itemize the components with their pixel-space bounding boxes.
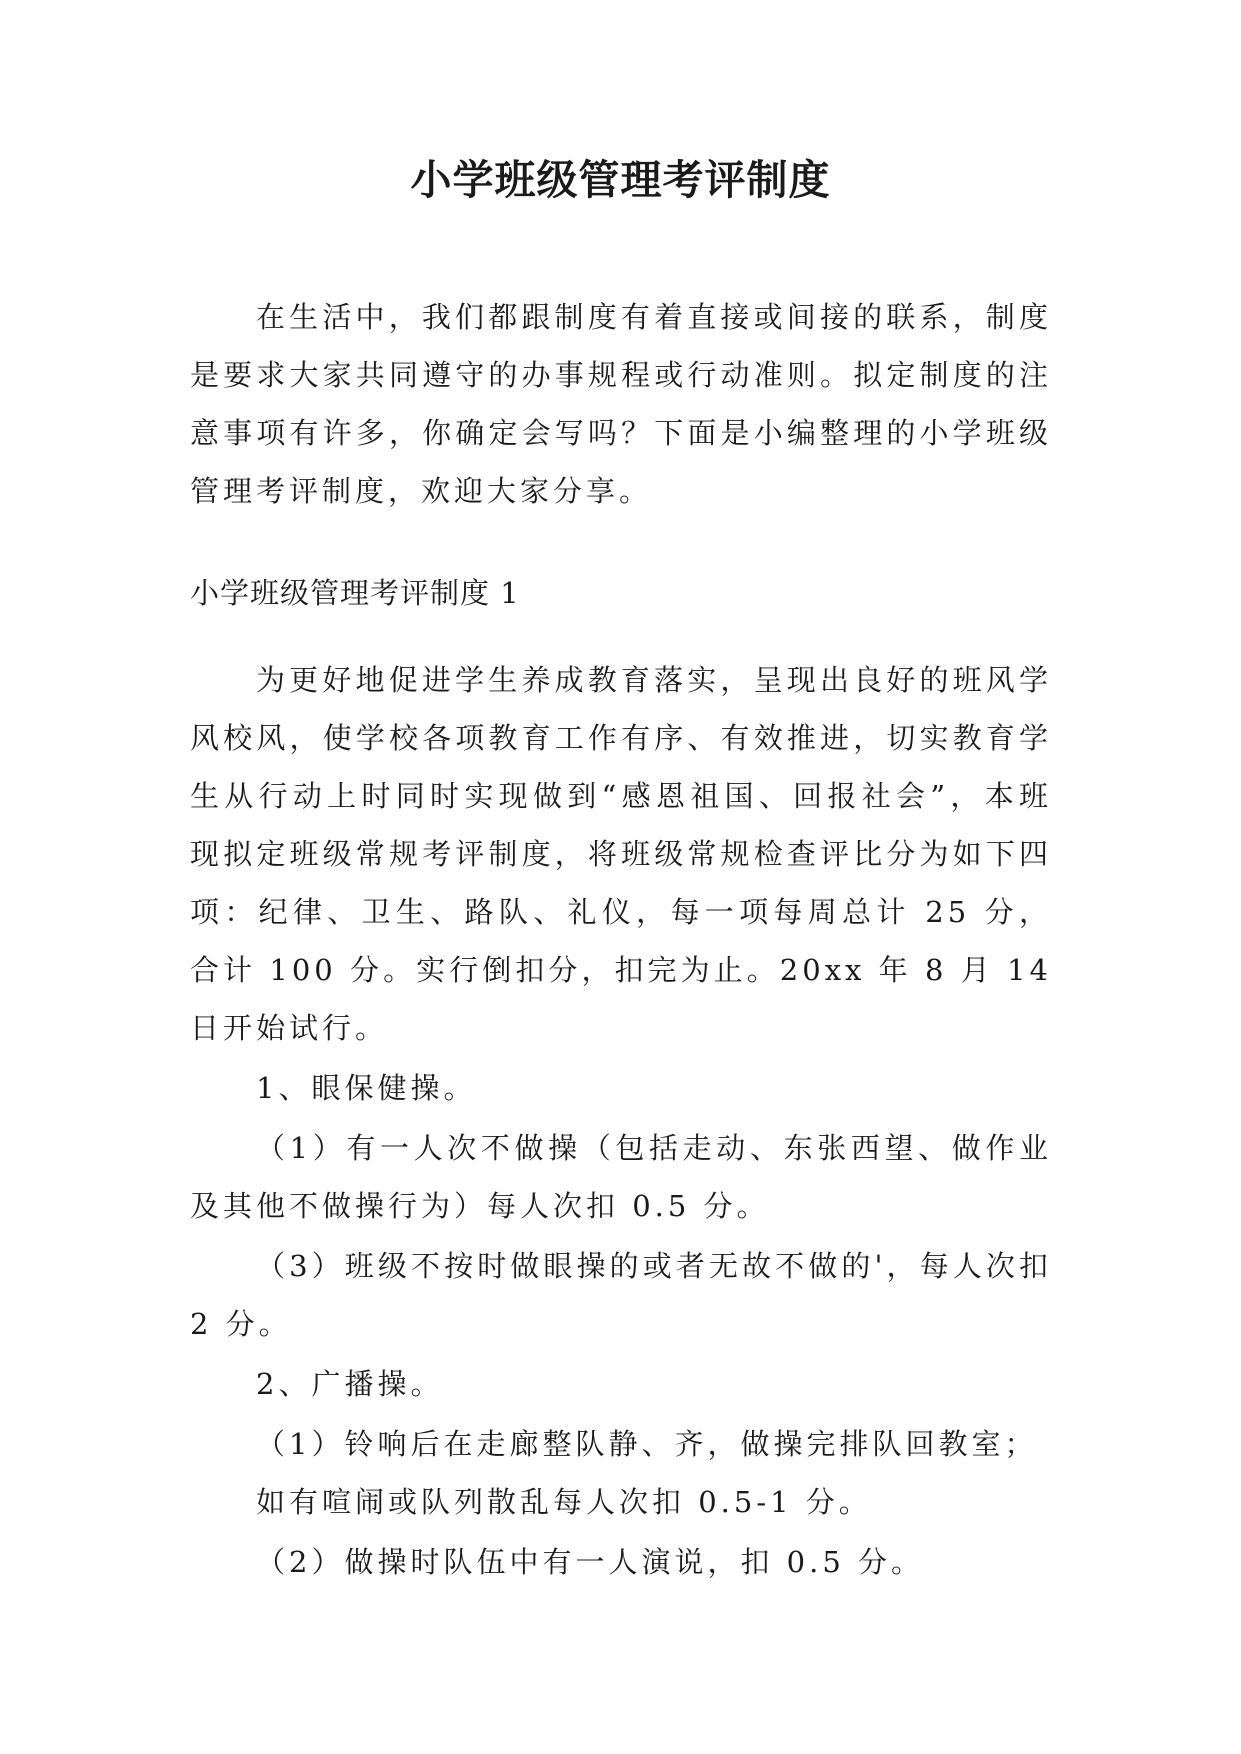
item-rule-continuation: 如有喧闹或队列散乱每人次扣 0.5-1 分。 <box>256 1485 872 1519</box>
item-rule: （1）铃响后在走廊整队静、齐，做操完排队回教室； <box>256 1427 1038 1461</box>
item-rule: （1）有一人次不做操（包括走动、东张西望、做作业及其他不做操行为）每人次扣 0.5 分。 <box>190 1131 1052 1223</box>
section-title: 小学班级管理考评制度 1 <box>190 576 520 610</box>
document-body <box>190 288 1052 1591</box>
document-title: 小学班级管理考评制度 <box>410 156 831 204</box>
item-rule: （2）做操时队伍中有一人演说，扣 0.5 分。 <box>256 1545 925 1579</box>
item-heading-eye-exercise: 1、眼保健操。 <box>256 1071 477 1105</box>
intro-paragraph: 在生活中，我们都跟制度有着直接或间接的联系，制度是要求大家共同遵守的办事规程或行动准则。拟定制度的注意事项有许多，你确定会写吗？下面是小编整理的小学班级管理考评制度，欢迎大家分享。 <box>190 300 1052 508</box>
item-heading-broadcast-exercise: 2、广播操。 <box>256 1367 444 1401</box>
section-paragraph: 为更好地促进学生养成教育落实，呈现出良好的班风学风校风，使学校各项教育工作有序、有效推进，切实教育学生从行动上时同时实现做到“感恩祖国、回报社会”，本班现拟定班级常规考评制度，将班级常规检查评比分为如下四项：纪律、卫生、路队、礼仪，每一项每周总计 25 分，合计 100 分。实行倒扣分，扣完为止。20xx 年 8 月 14 日开始试行。 <box>190 663 1052 1045</box>
item-rule: （3）班级不按时做眼操的或者无故不做的'，每人次扣 2 分。 <box>190 1249 1052 1341</box>
